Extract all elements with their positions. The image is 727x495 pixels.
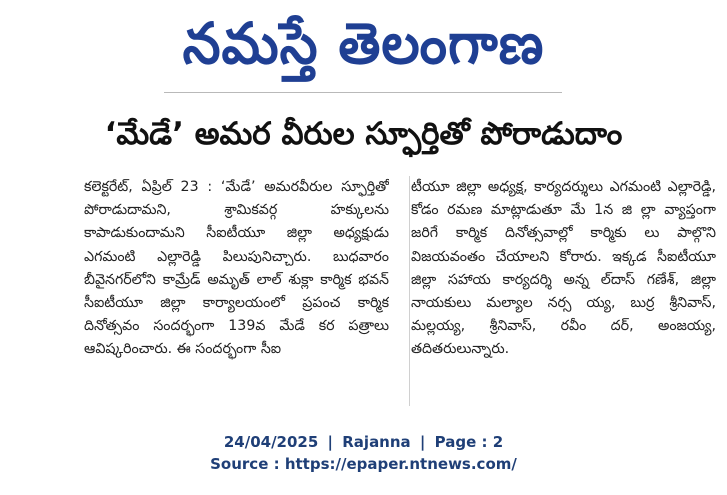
- footer-date: 24/04/2025: [223, 433, 319, 451]
- article-headline: ‘మేడే’ అమర వీరుల స్ఫూర్తితో పోరాడుదాం: [104, 116, 623, 152]
- footer-meta-line: [0, 431, 727, 453]
- footer-source-line: [0, 453, 727, 475]
- header-divider: [164, 92, 562, 93]
- masthead: [0, 0, 727, 88]
- column-divider: [409, 176, 410, 406]
- footer-separator: |: [419, 433, 426, 451]
- footer-page: Page : 2: [434, 433, 504, 451]
- article-column-left: కలెక్టరేట్, ఏప్రిల్ 23 : ‘మేడే’ అమరవీరుల స్ఫూర్తితో పోరాడుదామని, శ్రామికవర్గ హక్కులను కాపాడుకుందామని సీఐటీయూ జిల్లా అధ్యక్షుడు ఎగమంటి ఎల్లారెడ్డి పిలుపునిచ్చారు. బుధవారం బీవైనగర్‌లోని కామ్రేడ్ అమృత్ లాల్ శుక్లా కార్మిక భవన్ సీఐటీయూ జిల్లా కార్యాలయంలో ప్రపంచ కార్మిక దినోత్సవం సందర్భంగా 139వ మేడే కర పత్రాలు ఆవిష్కరించారు. ఈ సందర్భంగా సీఐ: [84, 179, 389, 358]
- footer-edition: Rajanna: [342, 433, 411, 451]
- article-body: [84, 176, 716, 408]
- footer-source-link[interactable]: https://epaper.ntnews.com/: [284, 455, 517, 473]
- article-column-right: టీయూ జిల్లా అధ్యక్ష, కార్యదర్శులు ఎగమంటి ఎల్లారెడ్డి, కోడం రమణ మాట్లాడుతూ మే 1న జి ల్లా వ్యాప్తంగా జరిగే కార్మిక దినోత్సవాల్లో కార్మికు లు పాల్గొని విజయవంతం చేయాలని కోరారు. ఇక్కడ సీఐటీయూ జిల్లా సహాయ కార్యదర్శి అన్న ల్‌దాస్ గణేశ్, జిల్లా నాయకులు మల్యాల నర్స య్య, బుర్ర శ్రీనివాస్, మల్లయ్య, శ్రీనివాస్, రవీం దర్, అంజయ్య, తదితరులున్నారు.: [411, 179, 716, 358]
- footer-separator: |: [327, 433, 334, 451]
- footer-source-label: Source :: [210, 455, 285, 473]
- newspaper-logo: నమస్తే తెలంగాణ: [182, 10, 545, 77]
- source-footer: [0, 431, 727, 475]
